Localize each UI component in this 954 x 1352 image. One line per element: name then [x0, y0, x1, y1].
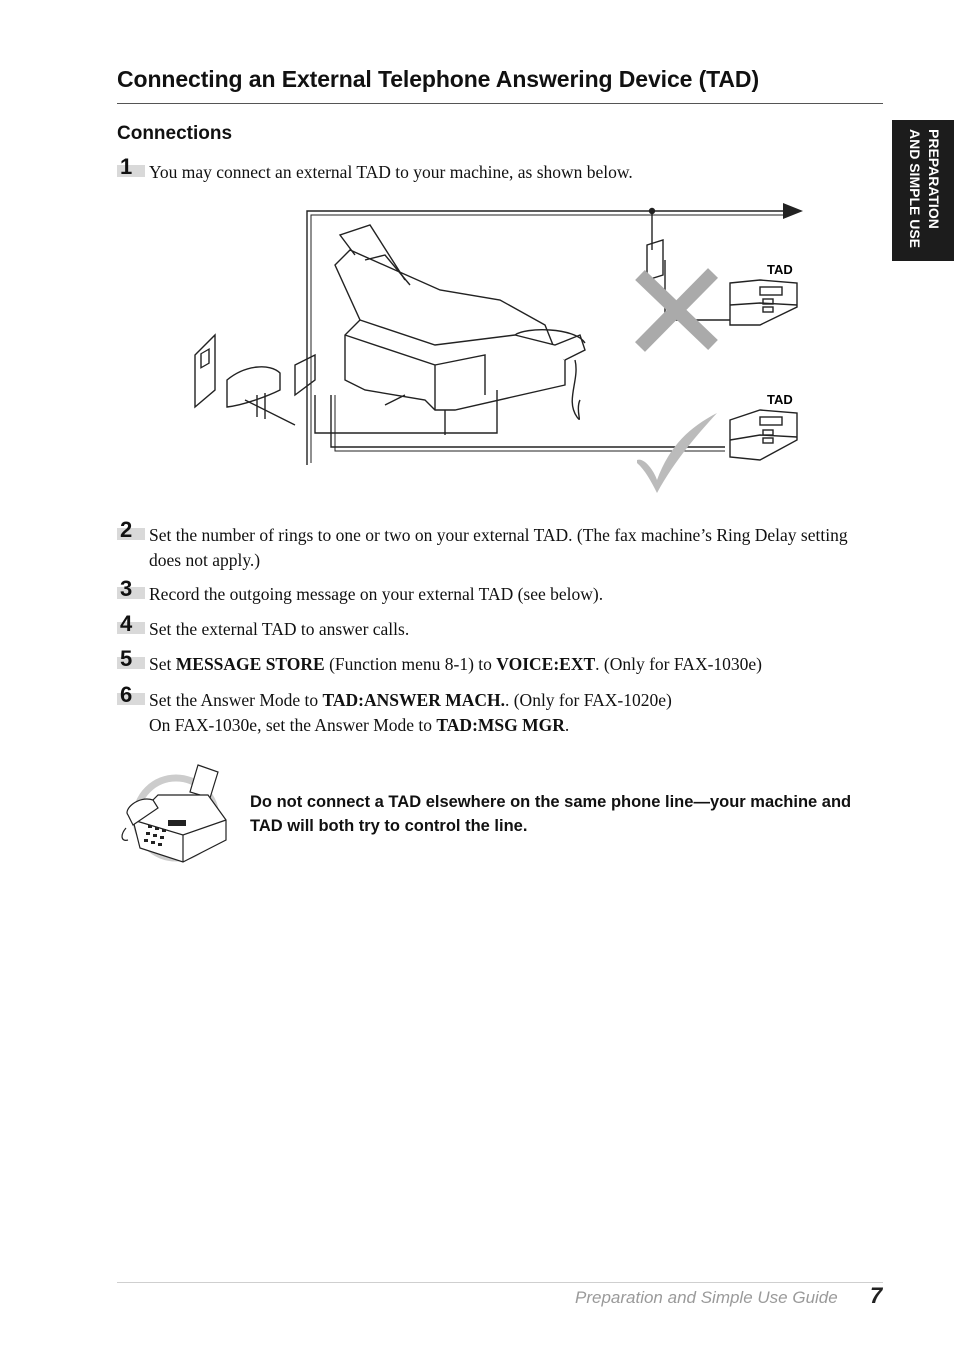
- page-title: Connecting an External Telephone Answering Device (TAD): [117, 66, 760, 92]
- side-tab-line2: AND SIMPLE USE: [907, 129, 923, 249]
- step-text: Set the external TAD to answer calls.: [149, 619, 410, 639]
- step-number: 3: [117, 578, 144, 600]
- step-text: Set the number of rings to one or two on your external TAD. (The fax machine’s Ring Delay setting does not apply.): [149, 525, 848, 570]
- x-mark-icon: [640, 273, 713, 347]
- check-mark-icon: [637, 413, 717, 493]
- step-number: 1: [117, 156, 144, 178]
- step-number: 4: [117, 613, 144, 635]
- side-tab-line1: PREPARATION: [926, 129, 942, 229]
- arrow-icon: [783, 203, 803, 219]
- section-side-tab: [892, 120, 954, 261]
- fax-machine-icon: [335, 225, 585, 435]
- step-number: 5: [117, 648, 144, 670]
- step-text: Set MESSAGE STORE (Function menu 8-1) to VOICE:EXT. (Only for FAX-1030e): [149, 654, 763, 674]
- step-text: You may connect an external TAD to your machine, as shown below.: [149, 162, 633, 182]
- step-number: 2: [117, 519, 144, 541]
- step-text: Record the outgoing message on your external TAD (see below).: [149, 584, 604, 604]
- warning-note: Do not connect a TAD elsewhere on the same phone line—your machine and TAD will both try to control the line.: [250, 793, 852, 835]
- title-divider: [117, 103, 883, 104]
- section-heading: Connections: [117, 123, 233, 144]
- tad-connection-diagram: [185, 195, 815, 500]
- tad-device-icon: [730, 280, 797, 325]
- wall-jack-icon: [195, 335, 215, 407]
- step-text: Set the Answer Mode to TAD:ANSWER MACH.. (Only for FAX-1020e) On FAX-1030e, set the Answer Mode to TAD:MSG MGR.: [149, 690, 672, 735]
- step-number: 6: [117, 684, 144, 706]
- page-number: 7: [870, 1283, 883, 1308]
- fax-machine-icon: [118, 760, 230, 866]
- footer-guide-name: Preparation and Simple Use Guide: [575, 1288, 838, 1307]
- tad-label-bottom: TAD: [767, 392, 793, 407]
- footer-divider: [117, 1282, 883, 1283]
- tad-label-top: TAD: [767, 262, 793, 277]
- tad-device-icon: [730, 410, 797, 460]
